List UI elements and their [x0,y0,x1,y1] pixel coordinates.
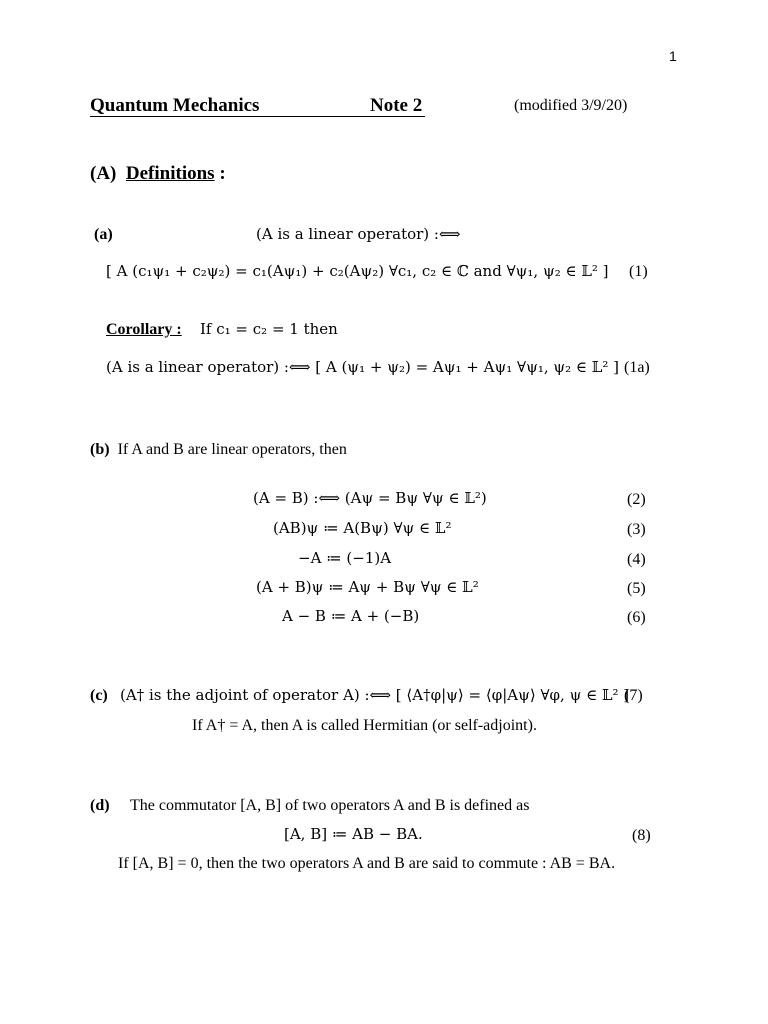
page-number: 1 [669,48,677,64]
equation-2-number: (2) [627,491,646,508]
equation-1: [ A (c₁ψ₁ + c₂ψ₂) = c₁(Aψ₁) + c₂(Aψ₂) ∀c₁, c₂ ∈ ℂ and ∀ψ₁, ψ₂ ∈ 𝕃² ] [106,262,609,280]
equation-1a-number: (1a) [624,359,650,376]
commute-text: If [A, B] = 0, then the two operators A and B are said to commute : AB = BA. [118,855,616,872]
part-d-label: (d) [90,797,110,814]
equation-8-number: (8) [632,827,651,844]
part-a-label: (a) [94,226,113,243]
part-b-line [90,442,347,458]
part-c-label: (c) [90,687,108,704]
section-a-label: (A) [90,163,117,184]
equation-3-number: (3) [627,521,646,538]
equation-5-number: (5) [627,580,646,597]
equation-2: (A = B) :⟺ (Aψ = Bψ ∀ψ ∈ 𝕃²) [253,489,487,507]
equation-8: [A, B] ≔ AB − BA. [284,825,423,843]
equation-4-number: (4) [627,551,646,568]
course-title: Quantum Mechanics [90,95,260,116]
part-b-intro: If A and B are linear operators, then [117,441,347,458]
section-a-heading [90,164,226,183]
equation-5: (A + B)ψ ≔ Aψ + Bψ ∀ψ ∈ 𝕃² [256,578,479,596]
part-b-label: (b) [90,441,110,458]
note-title: Note 2 [370,95,423,116]
equation-6: A − B ≔ A + (−B) [282,607,420,625]
equation-3: (AB)ψ ≔ A(Bψ) ∀ψ ∈ 𝕃² [273,519,452,537]
equation-4: −A ≔ (−1)A [298,549,392,567]
equation-7-number: (7) [624,687,643,704]
modified-date: (modified 3/9/20) [514,97,628,114]
equation-1-number: (1) [629,263,648,280]
corollary-text: If c₁ = c₂ = 1 then [200,320,338,338]
equation-6-number: (6) [627,609,646,626]
section-a-title: Definitions [125,163,215,184]
equation-1a: (A is a linear operator) :⟺ [ A (ψ₁ + ψ₂) = Aψ₁ + Aψ₁ ∀ψ₁, ψ₂ ∈ 𝕃² ] [106,358,619,376]
corollary-label: Corollary : [106,321,182,338]
part-d-intro: The commutator [A, B] of two operators A and B is defined as [130,797,530,814]
title-underline [90,116,425,117]
part-a-statement: (A is a linear operator) :⟺ [256,225,461,243]
section-a-colon: : [219,163,226,184]
equation-7: (A† is the adjoint of operator A) :⟺ [ ⟨A†φ|ψ⟩ = ⟨φ|Aψ⟩ ∀φ, ψ ∈ 𝕃² ] [120,686,630,704]
hermitian-text: If A† = A, then A is called Hermitian (or self-adjoint). [192,717,537,734]
